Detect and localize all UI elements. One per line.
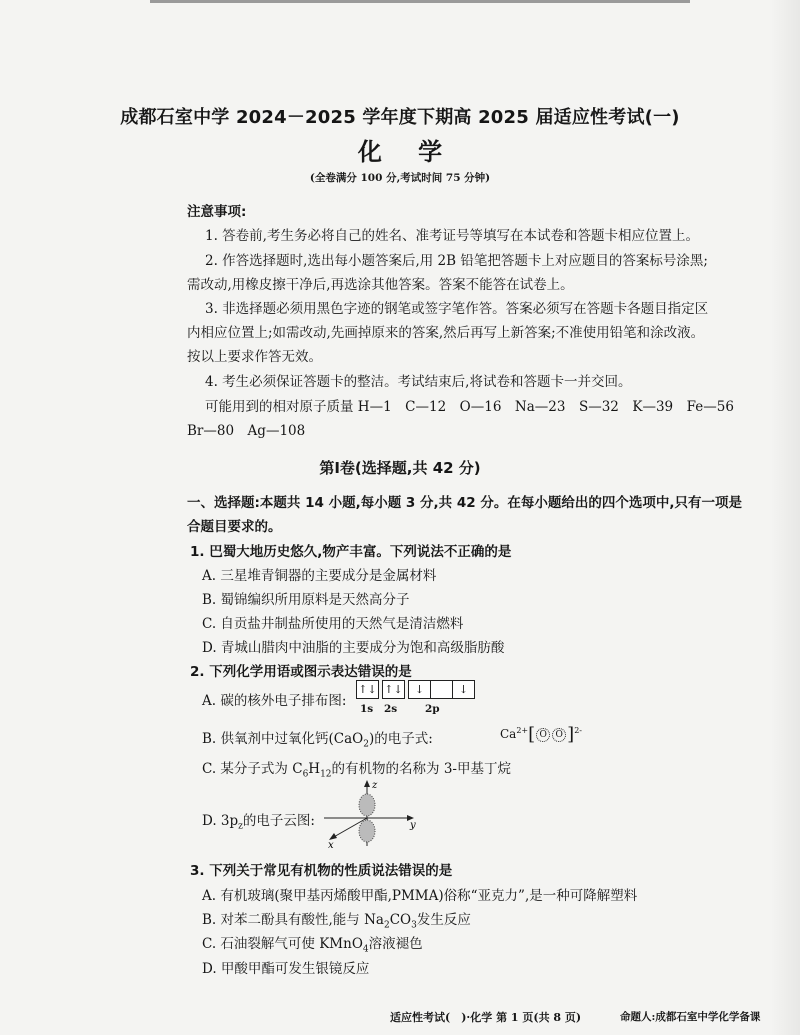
question-1-option-d: D. 青城山腊肉中油脂的主要成分为饱和高级脂肪酸 — [202, 640, 505, 656]
orbital-label-2s: 2s — [384, 703, 398, 715]
question-3-option-c: C. 石油裂解气可使 KMnO$_4$溶液褪色 — [202, 936, 423, 955]
question-1-stem: 1. 巴蜀大地历史悠久,物产丰富。下列说法不正确的是 — [190, 544, 512, 560]
question-1-option-a: A. 三星堆青铜器的主要成分是金属材料 — [202, 568, 437, 584]
section-intro-2: 合题目要求的。 — [187, 519, 282, 535]
question-2-stem: 2. 下列化学用语或图示表达错误的是 — [190, 664, 412, 680]
notice-heading: 注意事项: — [187, 204, 247, 220]
section-intro-1: 一、选择题:本题共 14 小题,每小题 3 分,共 42 分。在每小题给出的四个选项中,只有一项是 — [187, 495, 742, 511]
question-3-stem: 3. 下列关于常见有机物的性质说法错误的是 — [190, 863, 453, 879]
notice-line-4: 4. 考生必须保证答题卡的整洁。考试结束后,将试卷和答题卡一并交回。 — [205, 374, 632, 390]
orbital-box-2p-3: ↓ — [452, 680, 475, 699]
subject-title: 化 学 — [357, 138, 457, 166]
question-2-option-d: D. $3p_z$的电子云图: — [202, 813, 315, 832]
page-footer-author: 命题人:成都石室中学化学备课 — [620, 1011, 761, 1023]
question-2-option-a: A. 碳的核外电子排布图: — [202, 693, 347, 709]
atomic-mass-line-1: 可能用到的相对原子质量 H—1 C—12 O—16 Na—23 S—32 K—39 Fe—56 — [205, 399, 734, 415]
atomic-mass-line-2: Br—80 Ag—108 — [187, 423, 306, 439]
page-footer: 适应性考试( )·化学 第 1 页(共 8 页) — [390, 1011, 582, 1024]
question-3-option-d: D. 甲酸甲酯可发生银镜反应 — [202, 961, 370, 977]
question-1-option-b: B. 蜀锦编织所用原料是天然高分子 — [202, 592, 410, 608]
axis-y-label: y — [410, 820, 416, 831]
notice-line-2b: 需改动,用橡皮擦干净后,再选涂其他答案。答案不能答在试卷上。 — [187, 277, 574, 293]
question-3-option-b: B. 对苯二酚具有酸性,能与 $Na_2CO_3$发生反应 — [202, 912, 471, 931]
notice-line-2a: 2. 作答选择题时,选出每小题答案后,用 2B 铅笔把答题卡上对应题目的答案标号涂黑; — [205, 253, 708, 269]
orbital-box-1s: ↑↓ — [356, 680, 379, 699]
scan-edge-mark — [150, 0, 690, 3]
orbital-label-2p: 2p — [425, 703, 440, 715]
notice-line-1: 1. 答卷前,考生务必将自己的姓名、准考证号等填写在本试卷和答题卡相应位置上。 — [205, 228, 699, 244]
orbital-diagram — [356, 680, 474, 699]
orbital-box-2p-2 — [430, 680, 453, 699]
notice-line-3b: 内相应位置上;如需改动,先画掉原来的答案,然后再写上新答案;不准使用铅笔和涂改液。 — [187, 325, 705, 341]
orbital-box-2s: ↑↓ — [382, 680, 405, 699]
question-1-option-c: C. 自贡盐井制盐所使用的天然气是清洁燃料 — [202, 616, 464, 632]
question-2-option-b: B. 供氧剂中过氧化钙(CaO$_2$)的电子式: — [202, 731, 433, 750]
question-3-option-a: A. 有机玻璃(聚甲基丙烯酸甲酯,PMMA)俗称“亚克力”,是一种可降解塑料 — [202, 888, 638, 904]
notice-line-3a: 3. 非选择题必须用黑色字迹的钢笔或签字笔作答。答案必须写在答题卡各题目指定区 — [205, 301, 709, 317]
calcium-peroxide-lewis-structure: $Ca^{2+}$[ O O ]$^{2-}$ — [500, 724, 582, 745]
axis-z-label: z — [372, 780, 378, 791]
exam-note: (全卷满分 100 分,考试时间 75 分钟) — [309, 172, 491, 184]
orbital-label-1s: 1s — [360, 703, 374, 715]
question-2-option-c: C. 某分子式为 $C_6H_{12}$的有机物的名称为 3-甲基丁烷 — [202, 761, 511, 780]
section-title: 第Ⅰ卷(选择题,共 42 分) — [319, 459, 481, 477]
electron-cloud-diagram — [322, 778, 422, 850]
exam-title: 成都石室中学 2024－2025 学年度下期高 2025 届适应性考试(一) — [120, 107, 680, 128]
orbital-box-2p-1: ↓ — [408, 680, 431, 699]
notice-line-3c: 按以上要求作答无效。 — [187, 349, 322, 365]
axis-x-label: x — [328, 840, 334, 850]
